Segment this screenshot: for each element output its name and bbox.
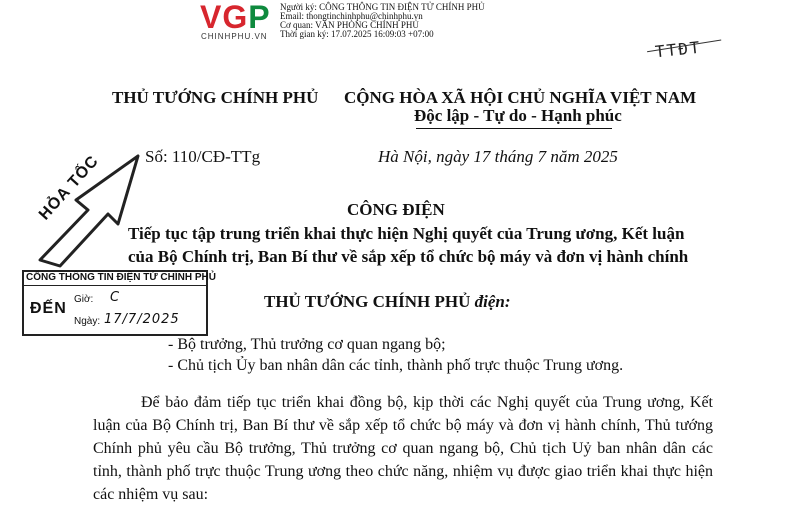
signature-email: Email: thongtinchinhphu@chinhphu.vn [280, 11, 423, 21]
recipient-item: - Chủ tịch Ủy ban nhân dân các tỉnh, thành phố trực thuộc Trung ương. [168, 357, 624, 374]
handwritten-note: TTĐT [654, 37, 703, 62]
vgp-logo [200, 0, 271, 34]
national-motto: Độc lập - Tự do - Hạnh phúc [414, 106, 622, 125]
logo-letter-p: P [248, 0, 271, 35]
receipt-stamp-date-label: Ngày: [74, 316, 101, 327]
addressee-agency: THỦ TƯỚNG CHÍNH PHỦ [264, 292, 471, 311]
recipient-item: - Bộ trưởng, Thủ trưởng cơ quan ngang bộ; [168, 336, 446, 353]
addressee-heading [264, 292, 511, 312]
signature-time: Thời gian ký: 17.07.2025 16:09:03 +07:00 [280, 29, 434, 39]
receipt-stamp-so-value: C [110, 290, 120, 305]
signature-org: Cơ quan: VĂN PHÒNG CHÍNH PHỦ [280, 20, 419, 30]
receipt-stamp-header: CỔNG THÔNG TIN ĐIỆN TỬ CHÍNH PHỦ [26, 272, 216, 283]
receipt-stamp-date-value: 17/7/2025 [104, 312, 180, 327]
body-paragraph: Để bảo đảm tiếp tục triển khai đồng bộ, kịp thời các Nghị quyết của Trung ương, Kết luận của Bộ Chính trị, Ban Bí thư về sắp xếp tổ chức bộ máy và đơn vị hành chính, Thủ tướng Chính phủ yêu cầu Bộ trưởng, Thủ trưởng cơ quan ngang bộ, Chủ tịch Uỷ ban nhân dân các tỉnh, thành phố trực thuộc Trung ương theo chức năng, nhiệm vụ được giao triển khai thực hiện các nhiệm vụ sau: [93, 394, 713, 503]
document-title-line-2: của Bộ Chính trị, Ban Bí thư về sắp xếp tổ chức bộ máy và đơn vị hành chính [128, 247, 689, 266]
receipt-stamp-so-label: Giờ: [74, 294, 94, 305]
logo-letter-g: G [222, 0, 249, 35]
issuing-agency: THỦ TƯỚNG CHÍNH PHỦ [112, 88, 319, 107]
document-title-line-1: Tiếp tục tập trung triển khai thực hiện Nghị quyết của Trung ương, Kết luận [128, 224, 685, 243]
signature-signer: Người ký: CÔNG THÔNG TIN ĐIỆN TỬ CHÍNH PHỦ [280, 2, 485, 12]
document-type: CÔNG ĐIỆN [347, 200, 445, 219]
receipt-stamp-divider [22, 285, 208, 286]
document-number: Số: 110/CĐ-TTg [145, 147, 261, 166]
addressee-verb: điện: [474, 292, 511, 311]
logo-letter-v: V [200, 0, 223, 35]
urgency-stamp-text: HỎA TỐC [36, 152, 103, 224]
place-date: Hà Nội, ngày 17 tháng 7 năm 2025 [378, 147, 618, 166]
receipt-stamp-den: ĐẾN [30, 300, 67, 317]
national-title: CỘNG HÒA XÃ HỘI CHỦ NGHĨA VIỆT NAM [344, 88, 697, 107]
motto-underline [416, 128, 612, 129]
logo-subtext: CHINHPHU.VN [201, 32, 268, 41]
signature-info [280, 3, 485, 39]
